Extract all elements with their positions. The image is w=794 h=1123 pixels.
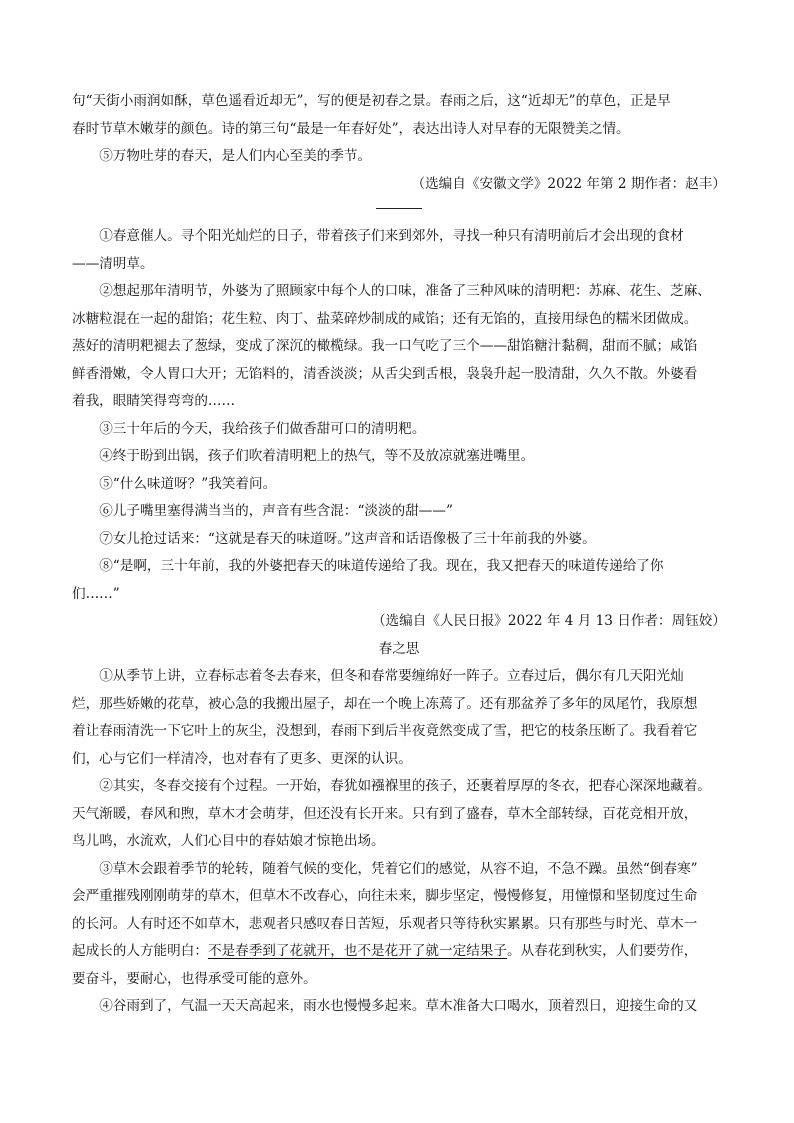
paragraph-3-line-5: 要奋斗，要耐心，也得承受可能的意外。 bbox=[72, 970, 317, 987]
paragraph-3-line-3: 的长河。人有时还不如草木，悲观者只感叹春日苦短，乐观者只等待秋实累累。只有那些与时光、草木一 bbox=[72, 915, 698, 932]
paragraph-3-line-4 bbox=[72, 938, 726, 966]
article-2 bbox=[72, 223, 726, 636]
line-text: 起成长的人方能明白： bbox=[72, 943, 208, 959]
source-citation-1: （选编自《安徽文学》2022 年第 2 期作者：赵丰） bbox=[411, 175, 726, 192]
paragraph-2-line-4: 鲜香滑嫩，令人胃口大开；无馅料的，清香淡淡；从舌尖到舌根，袅袅升起一股清甜，久久不散。外婆看 bbox=[72, 365, 698, 382]
paragraph-3: ③三十年后的今天，我给孩子们做香甜可口的清明粑。 bbox=[99, 420, 426, 437]
paragraph-7: ⑦女儿抢过话来：“这就是春天的味道呀。”这声音和话语像极了三十年前我的外婆。 bbox=[99, 530, 596, 547]
paragraph-1-line-1: ①从季节上讲，立春标志着冬去春来，但冬和春常要缠绵好一阵子。立春过后，偶尔有几天阳光灿 bbox=[99, 668, 684, 684]
paragraph-2-line-1: ②想起那年清明节，外婆为了照顾家中每个人的口味，准备了三种风味的清明粑：苏麻、花生、芝麻、 bbox=[99, 283, 711, 299]
paragraph-4-line-1: ④谷雨到了，气温一天天高起来，雨水也慢慢多起来。草木准备大口喝水，顶着烈日，迎接生命的又 bbox=[99, 998, 698, 1014]
paragraph-2-line-3: 鸟儿鸣，水流欢，人们心目中的春姑娘才惊艳出场。 bbox=[72, 833, 385, 849]
paragraph-6: ⑥儿子嘴里塞得满当当的，声音有些含混：“淡淡的甜——” bbox=[99, 503, 453, 519]
article-3 bbox=[72, 636, 726, 1021]
paragraph-1-line-3: 着让春雨清洗一下它叶上的灰尘，没想到，春雨下到后半夜竟然变成了雪，把它的枝条压断了。我看着它 bbox=[72, 723, 698, 739]
paragraph-5: ⑤万物吐芽的春天，是人们内心至美的季节。 bbox=[99, 148, 372, 164]
source-citation-2: （选编自《人民日报》2022 年 4 月 13 日作者：周钰姣） bbox=[371, 613, 726, 629]
line-text: 。从春花到秋实，人们要劳作， bbox=[507, 943, 698, 959]
paragraph-2-line-1: ②其实，冬春交接有个过程。一开始，春犹如襁褓里的孩子，还裹着厚厚的冬衣，把春心深深地藏着。 bbox=[99, 778, 711, 794]
paragraph-2-line-2: 天气渐暖，春风和煦，草木才会萌芽，但还没有长开来。只有到了盛春，草木全部转绿，百花竞相开放， bbox=[72, 805, 698, 822]
paragraph-3-line-2: 会严重摧残刚刚萌芽的草木，但草木不改春心，向往未来，脚步坚定，慢慢修复，用憧憬和坚韧度过生命 bbox=[72, 888, 698, 904]
paragraph-1-line-1: ①春意催人。寻个阳光灿烂的日子，带着孩子们来到郊外，寻找一种只有清明前后才会出现的食材 bbox=[99, 228, 684, 244]
paragraph-8-line-1: ⑧“是啊，三十年前，我的外婆把春天的味道传递给了我。现在，我又把春天的味道传递给了你 bbox=[99, 558, 664, 574]
underlined-sentence: 不是春季到了花就开，也不是花开了就一定结果子 bbox=[207, 943, 507, 959]
paragraph-1-line-2: ——清明草。 bbox=[72, 255, 154, 272]
paragraph-8-line-2: 们……” bbox=[72, 585, 120, 602]
paragraph-4: ④终于盼到出锅，孩子们吹着清明粑上的热气，等不及放凉就塞进嘴里。 bbox=[99, 448, 535, 464]
paragraph-2-line-5: 着我，眼睛笑得弯弯的…… bbox=[72, 393, 236, 409]
paragraph-4-line-2: 春时节草木嫩芽的颜色。诗的第三句“最是一年春好处”，表达出诗人对早春的无限赞美之情。 bbox=[72, 120, 630, 137]
paragraph-4-line-1: 句“天街小雨润如酥，草色遥看近却无”，写的便是初春之景。春雨之后，这“近却无”的草色，正是早 bbox=[72, 93, 671, 109]
paragraph-1-line-4: 们，心与它们一样清冷，也对春有了更多、更深的认识。 bbox=[72, 750, 412, 767]
paragraph-5: ⑤“什么味道呀？”我笑着问。 bbox=[99, 475, 277, 492]
paragraph-2-line-3: 蒸好的清明粑褪去了葱绿，变成了深沉的橄榄绿。我一口气吃了三个——甜馅糖汁黏稠，甜而不腻；咸馅 bbox=[72, 338, 698, 354]
article-title: 春之思 bbox=[378, 640, 420, 657]
article-1-tail bbox=[72, 88, 726, 198]
paragraph-3-line-1: ③草木会跟着季节的轮转，随着气候的变化，凭着它们的感觉，从容不迫，不急不躁。虽然“倒春寒” bbox=[99, 860, 698, 877]
paragraph-2-line-2: 冰糖粒混在一起的甜馅；花生粒、肉丁、盐菜碎炒制成的咸馅；还有无馅的，直接用绿色的糯米团做成。 bbox=[72, 310, 698, 327]
paragraph-1-line-2: 烂，那些娇嫩的花草，被心急的我搬出屋子，却在一个晚上冻蔫了。还有那盆养了多年的凤尾竹，我原想 bbox=[72, 695, 698, 712]
section-divider bbox=[376, 208, 422, 209]
